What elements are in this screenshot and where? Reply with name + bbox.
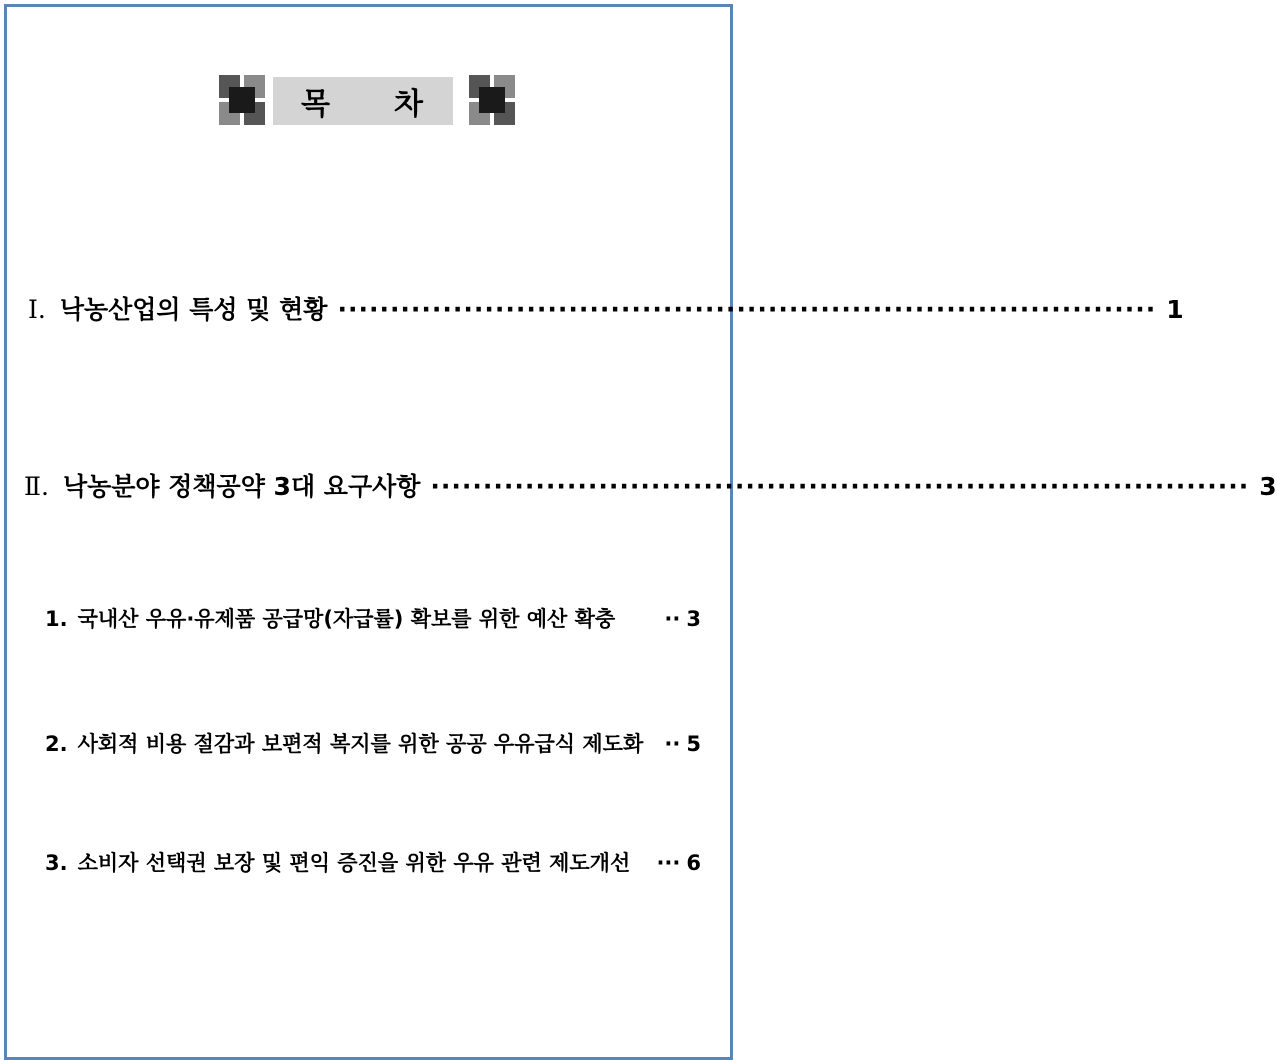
toc-item-2[interactable] xyxy=(45,728,701,758)
toc-item-1[interactable] xyxy=(45,603,701,633)
page-number: 3 xyxy=(686,607,701,631)
item-title: 소비자 선택권 보장 및 편익 증진을 위한 우유 관련 제도개선 xyxy=(77,851,631,875)
title-char-right: 차 xyxy=(394,87,425,122)
section-title: 낙농산업의 특성 및 현황 xyxy=(59,295,328,324)
item-title: 국내산 우유·유제품 공급망(자급률) 확보를 위한 예산 확충 xyxy=(77,607,616,631)
decorative-squares-left xyxy=(219,75,265,125)
item-number: 2. xyxy=(45,732,68,756)
title-char-left: 목 xyxy=(301,87,332,122)
toc-item-3[interactable] xyxy=(45,847,701,877)
section-numeral: Ⅱ. xyxy=(24,472,49,501)
title-box xyxy=(273,77,453,125)
section-title: 낙농분야 정책공약 3대 요구사항 xyxy=(62,472,421,501)
page-number: 6 xyxy=(686,851,701,875)
toc-section-1[interactable] xyxy=(28,290,1184,326)
page-number: 1 xyxy=(1166,295,1184,324)
item-number: 3. xyxy=(45,851,68,875)
toc-title xyxy=(0,75,735,127)
dot-leader: ·············································································· xyxy=(337,295,1157,324)
item-title: 사회적 비용 절감과 보편적 복지를 위한 공공 우유급식 제도화 xyxy=(77,732,644,756)
page-border xyxy=(4,4,733,1060)
dot-leader: ··· xyxy=(656,851,681,875)
page-number: 5 xyxy=(686,732,701,756)
dot-leader: ·· xyxy=(664,732,681,756)
section-numeral: Ⅰ. xyxy=(28,295,46,324)
dot-leader: ·············································································· xyxy=(430,472,1250,501)
toc-section-2[interactable] xyxy=(24,467,1277,503)
page-number: 3 xyxy=(1259,472,1277,501)
dot-leader: ·· xyxy=(664,607,681,631)
item-number: 1. xyxy=(45,607,68,631)
decorative-squares-right xyxy=(469,75,515,125)
